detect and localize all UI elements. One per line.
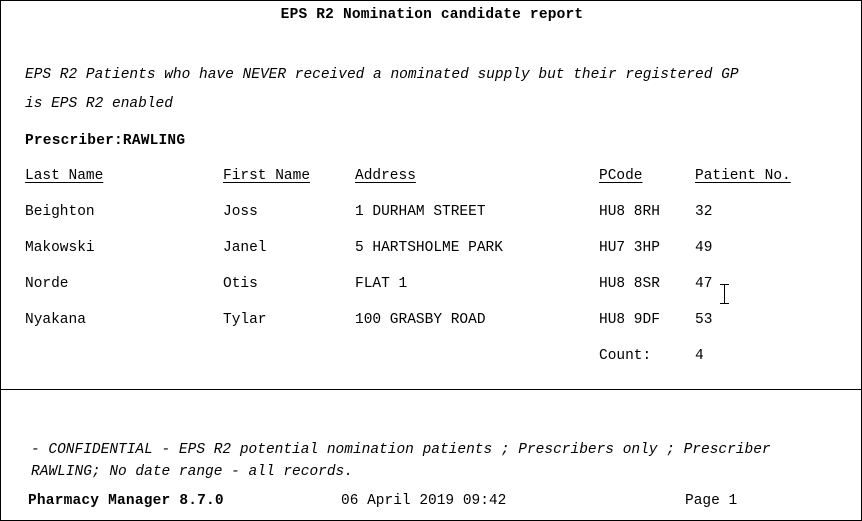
cell-patient-no: 53 bbox=[695, 312, 713, 328]
cell-first-name: Joss bbox=[223, 204, 258, 220]
report-description-line-2: is EPS R2 enabled bbox=[25, 96, 173, 112]
cell-pcode: HU8 9DF bbox=[599, 312, 660, 328]
cell-last-name: Beighton bbox=[25, 204, 95, 220]
page-title: EPS R2 Nomination candidate report bbox=[280, 7, 584, 23]
confidentiality-note-line-2: RAWLING; No date range - all records. bbox=[31, 464, 353, 480]
cell-last-name: Norde bbox=[25, 276, 69, 292]
column-header-address: Address bbox=[355, 168, 416, 184]
page-number: Page 1 bbox=[685, 493, 738, 509]
cell-address: 1 DURHAM STREET bbox=[355, 204, 486, 220]
column-header-last-name: Last Name bbox=[25, 168, 104, 184]
prescriber-label: Prescriber:RAWLING bbox=[25, 133, 186, 149]
table-row bbox=[25, 204, 839, 240]
cell-first-name: Tylar bbox=[223, 312, 267, 328]
table-row bbox=[25, 240, 839, 276]
cell-pcode: HU8 8SR bbox=[599, 276, 660, 292]
cell-patient-no: 49 bbox=[695, 240, 713, 256]
column-header-patient-no: Patient No. bbox=[695, 168, 791, 184]
count-label: Count: bbox=[599, 348, 652, 364]
confidentiality-note-line-1: - CONFIDENTIAL - EPS R2 potential nomination patients ; Prescribers only ; Prescriber bbox=[31, 442, 771, 458]
confidentiality-note bbox=[31, 439, 841, 483]
cell-address: 5 HARTSHOLME PARK bbox=[355, 240, 503, 256]
patients-table bbox=[25, 168, 839, 382]
report-description bbox=[25, 61, 845, 119]
cell-first-name: Otis bbox=[223, 276, 258, 292]
cell-pcode: HU7 3HP bbox=[599, 240, 660, 256]
column-header-pcode: PCode bbox=[599, 168, 643, 184]
table-header-row bbox=[25, 168, 839, 204]
column-header-first-name: First Name bbox=[223, 168, 311, 184]
cell-patient-no: 47 bbox=[695, 276, 713, 292]
count-value: 4 bbox=[695, 348, 704, 364]
table-row bbox=[25, 276, 839, 312]
cell-last-name: Makowski bbox=[25, 240, 95, 256]
cell-address: FLAT 1 bbox=[355, 276, 408, 292]
cell-address: 100 GRASBY ROAD bbox=[355, 312, 486, 328]
application-name: Pharmacy Manager 8.7.0 bbox=[28, 493, 224, 509]
cell-last-name: Nyakana bbox=[25, 312, 86, 328]
footer-bar bbox=[1, 493, 862, 517]
table-row bbox=[25, 312, 839, 348]
footer-divider bbox=[1, 389, 861, 390]
table-count-row bbox=[25, 348, 839, 382]
cell-pcode: HU8 8RH bbox=[599, 204, 660, 220]
cell-first-name: Janel bbox=[223, 240, 267, 256]
report-timestamp: 06 April 2019 09:42 bbox=[341, 493, 507, 509]
report-description-line-1: EPS R2 Patients who have NEVER received a nominated supply but their registered GP bbox=[25, 67, 739, 83]
cell-patient-no: 32 bbox=[695, 204, 713, 220]
